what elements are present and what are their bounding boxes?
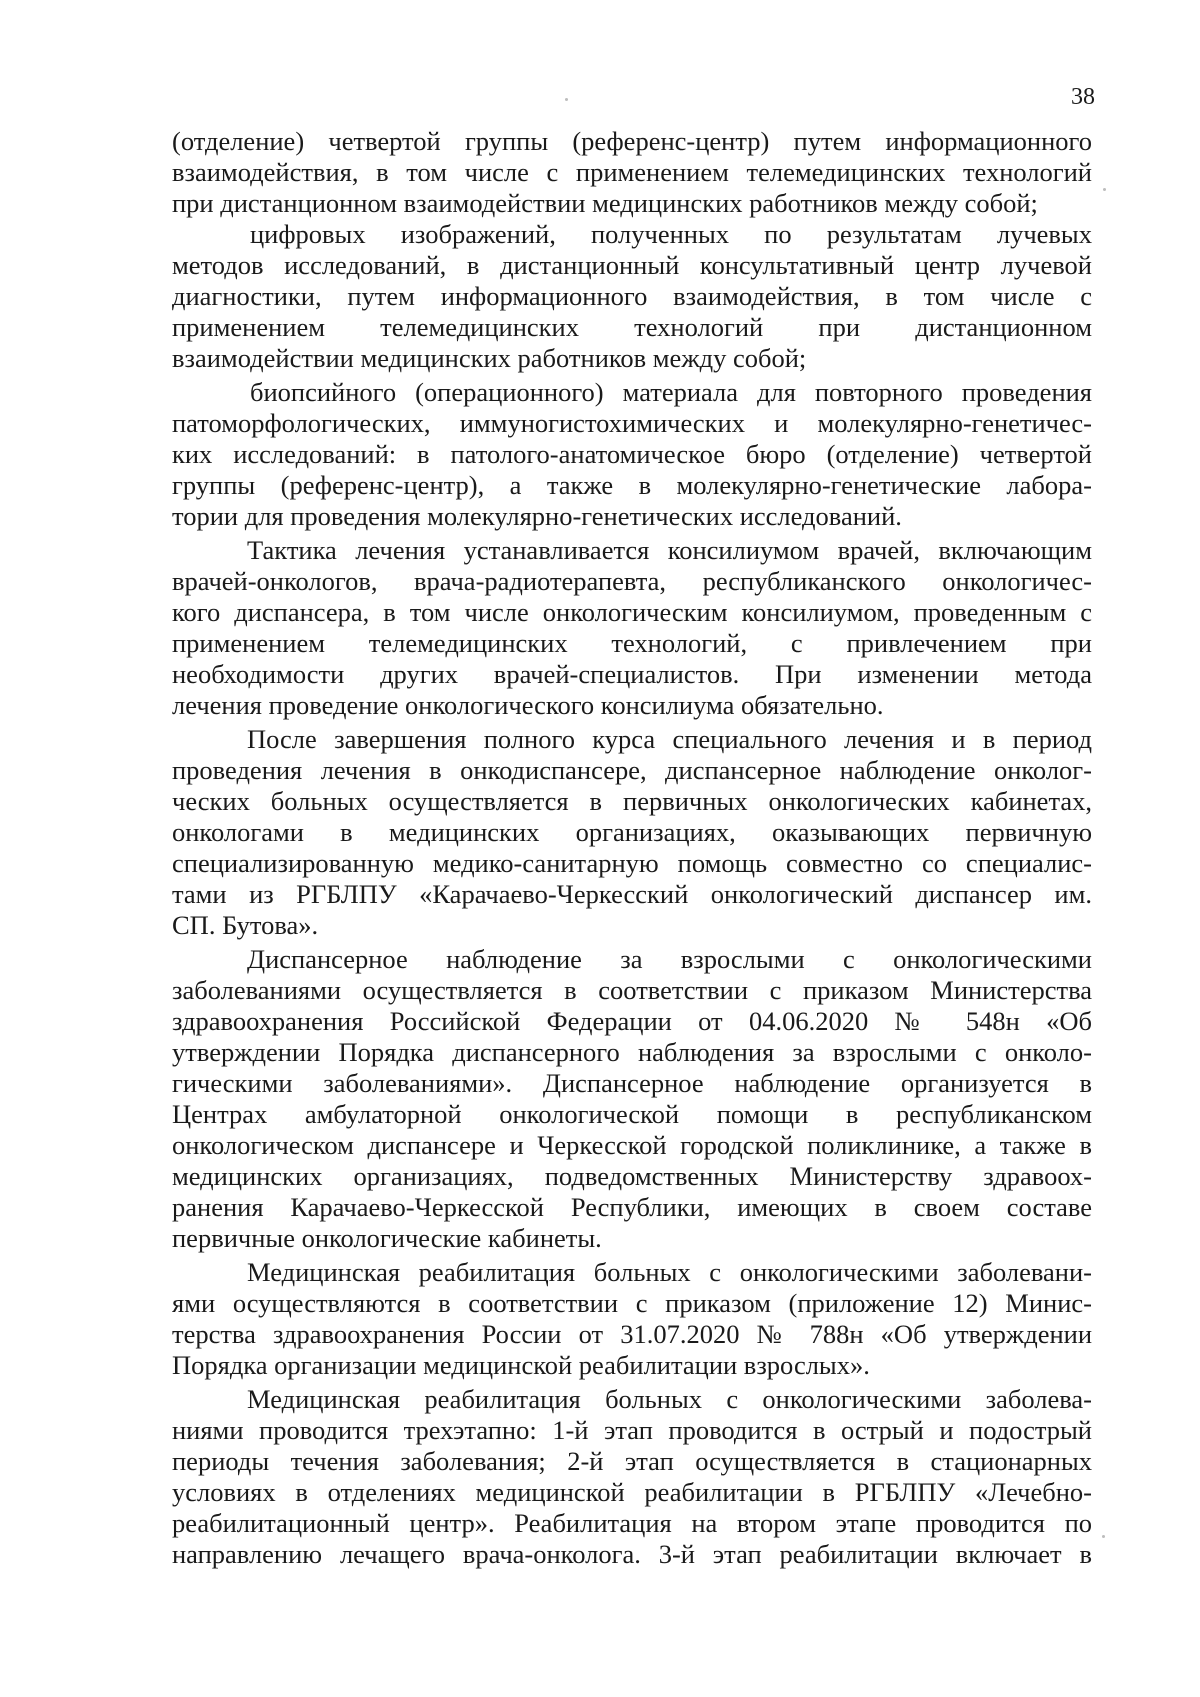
scan-speck <box>565 98 568 101</box>
scan-speck <box>1102 1535 1105 1538</box>
text-line: Тактика лечения устанавливается консилиумом врачей, включающим <box>247 535 1092 565</box>
document-body <box>172 126 1092 1570</box>
text-line: проведения лечения в онкодиспансере, диспансерное наблюдение онколог- <box>172 755 1092 785</box>
page-number: 38 <box>1071 84 1095 110</box>
text-line: применением телемедицинских технологий при дистанционном <box>172 312 1092 342</box>
text-line: ких исследований: в патолого-анатомическое бюро (отделение) четвертой <box>172 439 1092 469</box>
text-line: первичные онкологические кабинеты. <box>172 1223 602 1253</box>
scan-speck <box>1103 188 1106 191</box>
text-line: ранения Карачаево-Черкесской Республики, имеющих в своем составе <box>172 1192 1092 1222</box>
text-line: (отделение) четвертой группы (референс-центр) путем информационного <box>172 126 1092 156</box>
text-line: ческих больных осуществляется в первичных онкологических кабинетах, <box>172 786 1092 816</box>
text-line: утверждении Порядка диспансерного наблюдения за взрослыми с онколо- <box>172 1037 1092 1067</box>
text-line: заболеваниями осуществляется в соответствии с приказом Министерства <box>172 975 1092 1005</box>
text-line: кого диспансера, в том числе онкологическим консилиумом, проведенным с <box>172 597 1092 627</box>
text-line: необходимости других врачей-специалистов. При изменении метода <box>172 659 1092 689</box>
text-line: Диспансерное наблюдение за взрослыми с онкологическими <box>247 944 1092 974</box>
text-line: условиях в отделениях медицинской реабилитации в РГБЛПУ «Лечебно- <box>172 1477 1092 1507</box>
text-line: После завершения полного курса специального лечения и в период <box>247 724 1092 754</box>
text-line: взаимодействия, в том числе с применением телемедицинских технологий <box>172 157 1092 187</box>
text-line: направлению лечащего врача-онколога. 3-й этап реабилитации включает в <box>172 1539 1092 1569</box>
text-line: онкологами в медицинских организациях, оказывающих первичную <box>172 817 1092 847</box>
text-line: ниями проводится трехэтапно: 1-й этап проводится в острый и подострый <box>172 1415 1092 1445</box>
text-line: лечения проведение онкологического консилиума обязательно. <box>172 690 884 720</box>
text-line: применением телемедицинских технологий, с привлечением при <box>172 628 1092 658</box>
text-line: реабилитационный центр». Реабилитация на втором этапе проводится по <box>172 1508 1092 1538</box>
text-line: методов исследований, в дистанционный консультативный центр лучевой <box>172 250 1092 280</box>
text-line: Центрах амбулаторной онкологической помощи в республиканском <box>172 1099 1092 1129</box>
text-line: тории для проведения молекулярно-генетических исследований. <box>172 501 902 531</box>
text-line: медицинских организациях, подведомственных Министерству здравоох- <box>172 1161 1092 1191</box>
text-line: онкологическом диспансере и Черкесской городской поликлинике, а также в <box>172 1130 1092 1160</box>
text-line: биопсийного (операционного) материала для повторного проведения <box>250 377 1092 407</box>
text-line: специализированную медико-санитарную помощь совместно со специалис- <box>172 848 1092 878</box>
text-line: Порядка организации медицинской реабилитации взрослых». <box>172 1350 870 1380</box>
text-line: патоморфологических, иммуногистохимических и молекулярно-генетичес- <box>172 408 1092 438</box>
text-line: тами из РГБЛПУ «Карачаево-Черкесский онкологический диспансер им. <box>172 879 1092 909</box>
text-line: ями осуществляются в соответствии с приказом (приложение 12) Минис- <box>172 1288 1092 1318</box>
text-line: Медицинская реабилитация больных с онкологическими заболева- <box>247 1384 1092 1414</box>
text-line: СП. Бутова». <box>172 910 319 940</box>
text-line: гическими заболеваниями». Диспансерное наблюдение организуется в <box>172 1068 1092 1098</box>
text-line: цифровых изображений, полученных по результатам лучевых <box>250 219 1092 249</box>
text-line: врачей-онкологов, врача-радиотерапевта, республиканского онкологичес- <box>172 566 1092 596</box>
text-line: при дистанционном взаимодействии медицинских работников между собой; <box>172 188 1038 218</box>
text-line: Медицинская реабилитация больных с онкологическими заболевани- <box>247 1257 1092 1287</box>
text-line: терства здравоохранения России от 31.07.2020 № 788н «Об утверждении <box>172 1319 1092 1349</box>
text-line: группы (референс-центр), а также в молекулярно-генетические лабора- <box>172 470 1092 500</box>
text-line: взаимодействии медицинских работников между собой; <box>172 343 807 373</box>
text-line: диагностики, путем информационного взаимодействия, в том числе с <box>172 281 1092 311</box>
text-line: периоды течения заболевания; 2-й этап осуществляется в стационарных <box>172 1446 1092 1476</box>
text-line: здравоохранения Российской Федерации от 04.06.2020 № 548н «Об <box>172 1006 1092 1036</box>
